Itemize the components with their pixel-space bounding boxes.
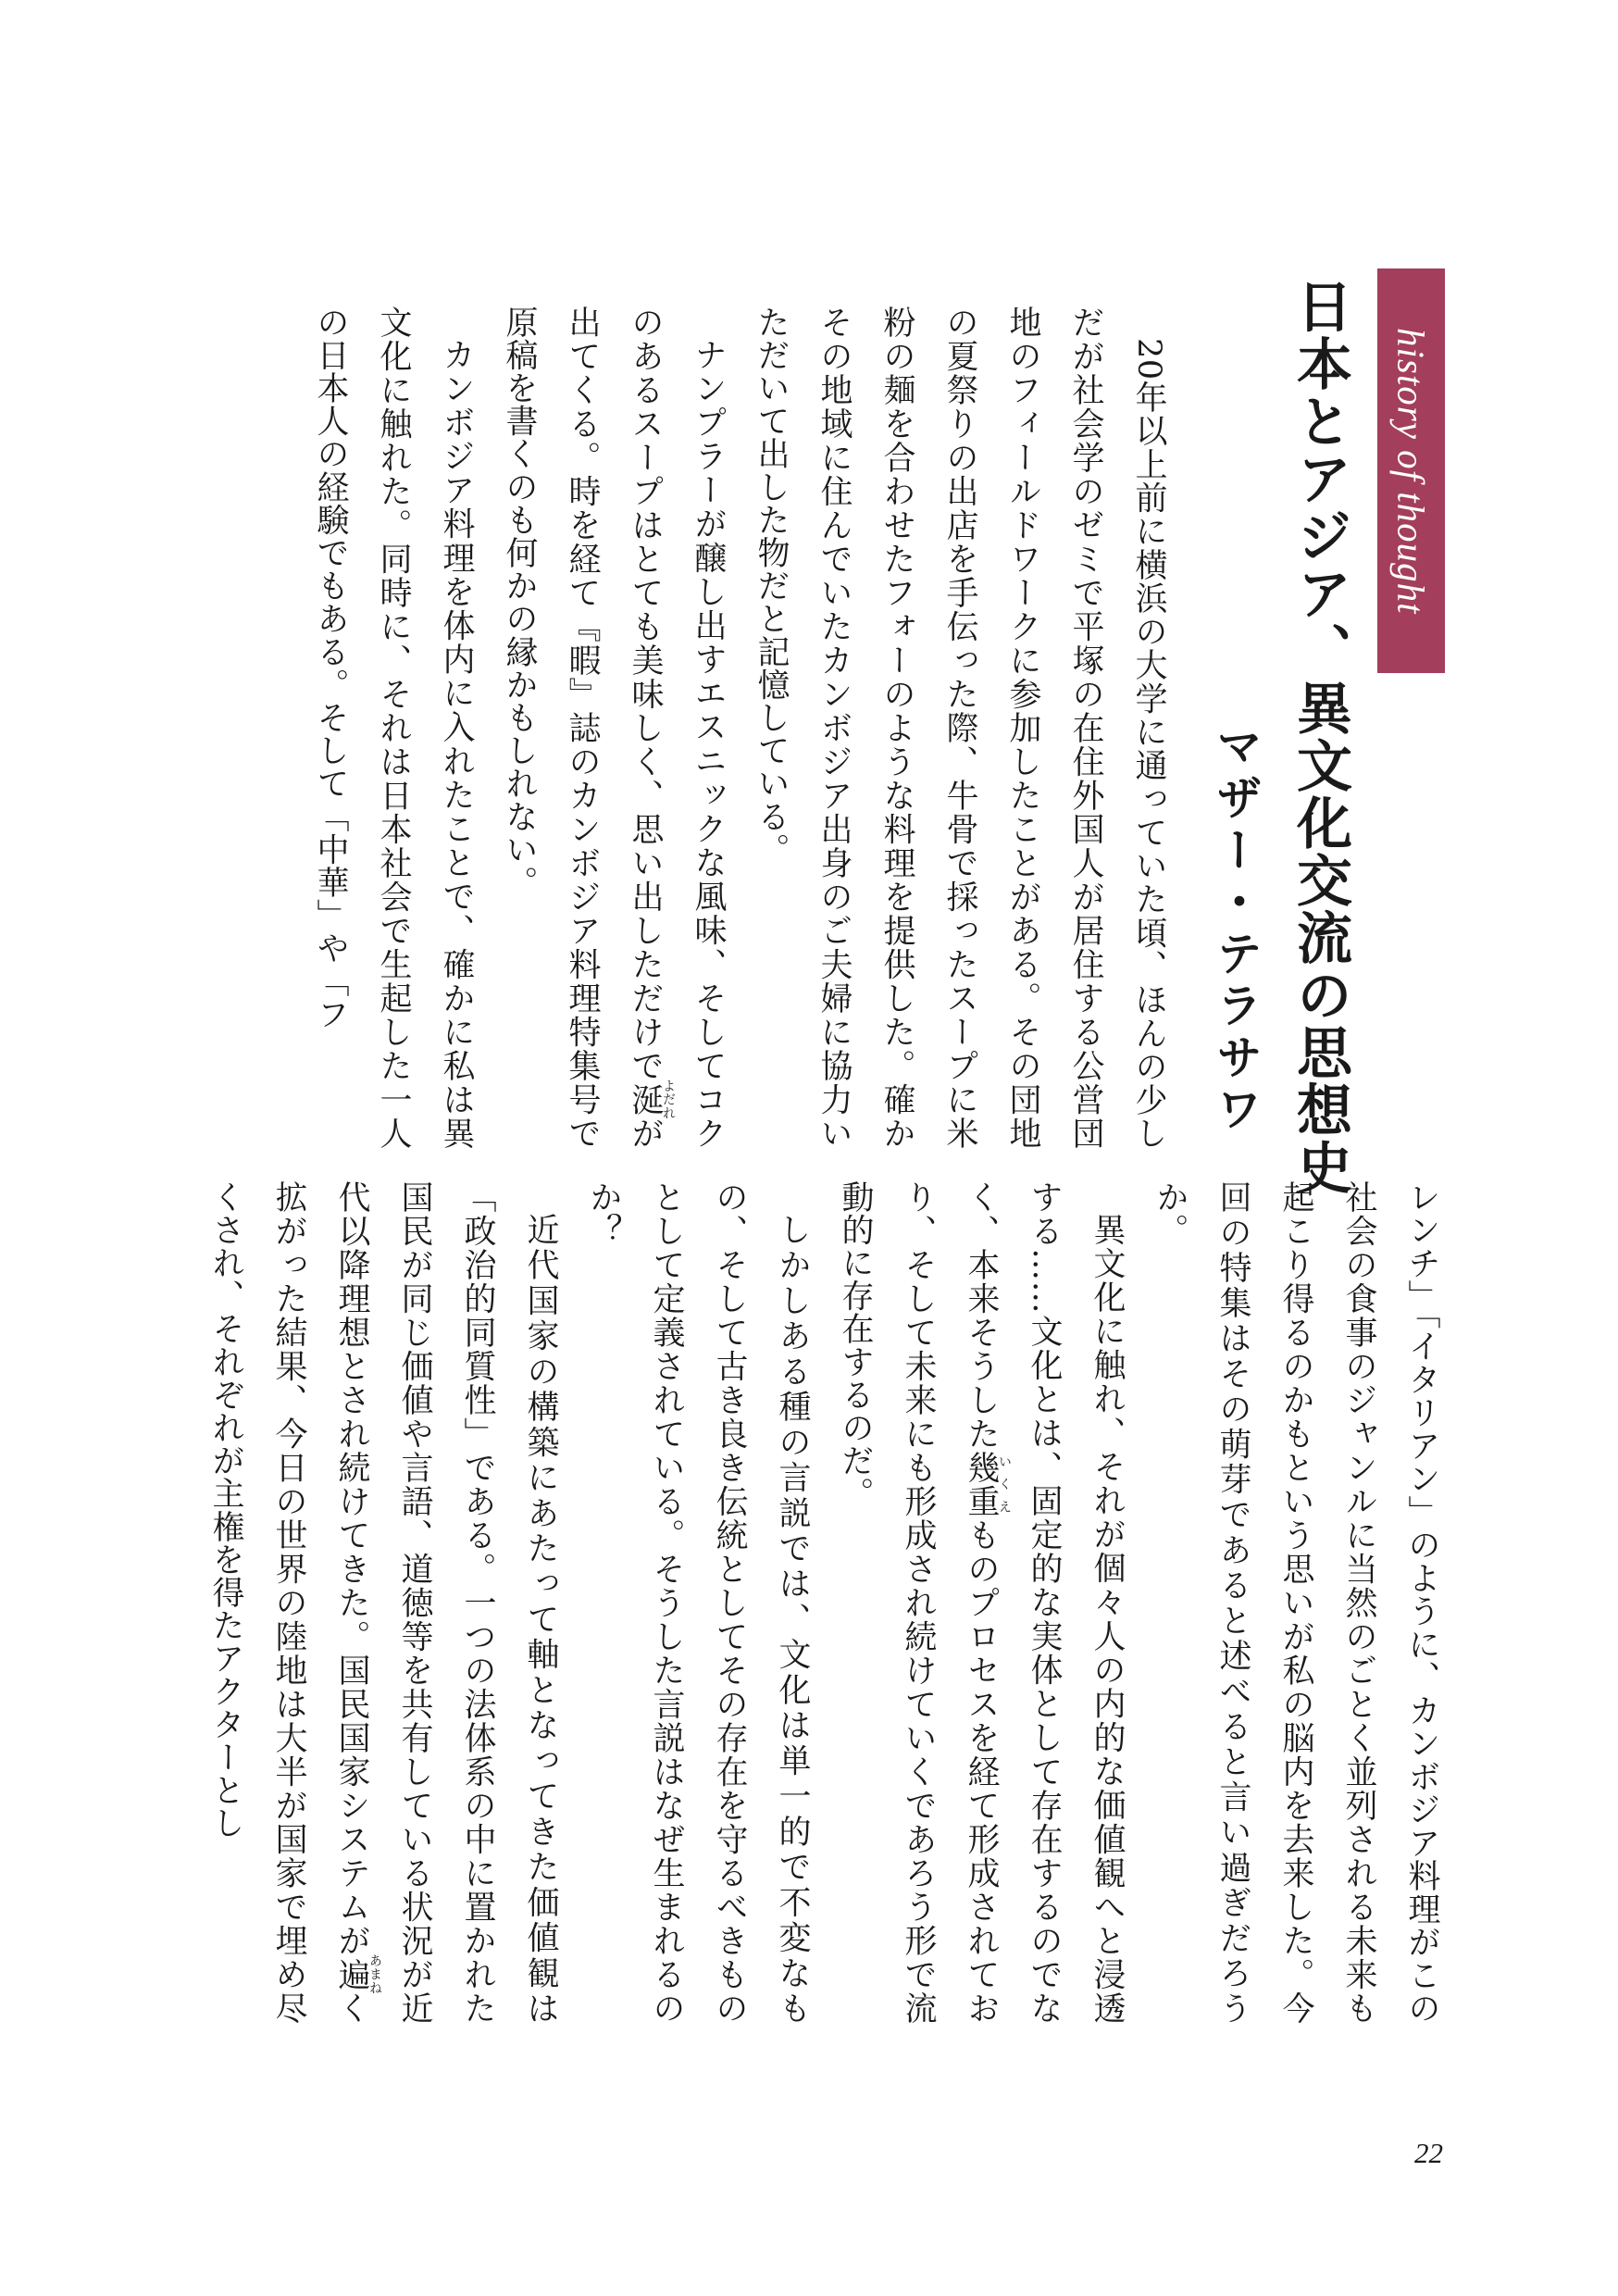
body-column-bottom — [204, 1180, 1453, 2025]
series-tag — [1377, 268, 1445, 673]
paragraph: 20年以上前に横浜の大学に通っていた頃、ほんの少しだが社会学のゼミで平塚の在住外国人が居住する公営団地のフィールドワークに参加したことがある。その団地の夏祭りの出店を手伝った際、牛骨で採ったスープに米粉の麺を合わせたフォーのような料理を提供した。確かその地域に住んでいたカンボジア出身のご夫婦に協力いただいて出した物だと記憶している。 — [753, 306, 1167, 1150]
body-column-top — [204, 306, 1180, 1150]
paragraph: ナンプラーが醸し出すエスニックな風味、そしてコクのあるスープはとても美味しく、思い出しただけで涎よだれが出てくる。時を経て『暇』誌のカンボジア料理特集号で原稿を書くのも何かの縁かもしれない。 — [501, 306, 727, 1150]
page-number: 22 — [1414, 2137, 1443, 2169]
ruby-annotation: 遍あまね — [333, 1953, 382, 1995]
ruby-annotation: 涎よだれ — [627, 1079, 676, 1120]
article-title: 日本とアジア、異文化交流の思想史 — [1288, 278, 1352, 1196]
ruby-annotation: 幾重いくえ — [963, 1451, 1012, 1519]
paragraph: カンボジア料理を体内に入れたことで、確かに私は異文化に触れた。同時に、それは日本社会で生起した一人の日本人の経験でもある。そして「中華」や「フ — [312, 306, 475, 1150]
paragraph-continued: レンチ」「イタリアン」のように、カンボジア料理がこの社会の食事のジャンルに当然のごとく並列される未来も起こり得るのかもという思いが私の脳内を去来した。今回の特集はその萌芽であると述べると言い過ぎだろうか。 — [1151, 1180, 1440, 2025]
paragraph: 近代国家の構築にあたって軸となってきた価値観は「政治的同質性」である。一つの法体系の中に置かれた国民が同じ価値や言語、道徳等を共有している状況が近代以降理想とされ続けてきた。国民国家システムが遍あまねく拡がった結果、今日の世界の陸地は大半が国家で埋め尽くされ、それぞれが主権を得たアクターとし — [207, 1180, 559, 2025]
author-name: マザー・テラサワ — [1209, 722, 1263, 1137]
paragraph: 異文化に触れ、それが個々人の内的な価値観へと浸透する……文化とは、固定的な実体として存在するのでなく、本来そうした幾重いくえものプロセスを経て形成されており、そして未来にも形成され続けていくであろう形で流動的に存在するのだ。 — [837, 1180, 1126, 2026]
paragraph: しかしある種の言説では、文化は単一的で不変なもの、そして古き良き伝統としてその存在を守るべきものとして定義されている。そうした言説はなぜ生まれるのか？ — [585, 1180, 811, 2025]
series-tag-text: history of thought — [1389, 327, 1433, 615]
